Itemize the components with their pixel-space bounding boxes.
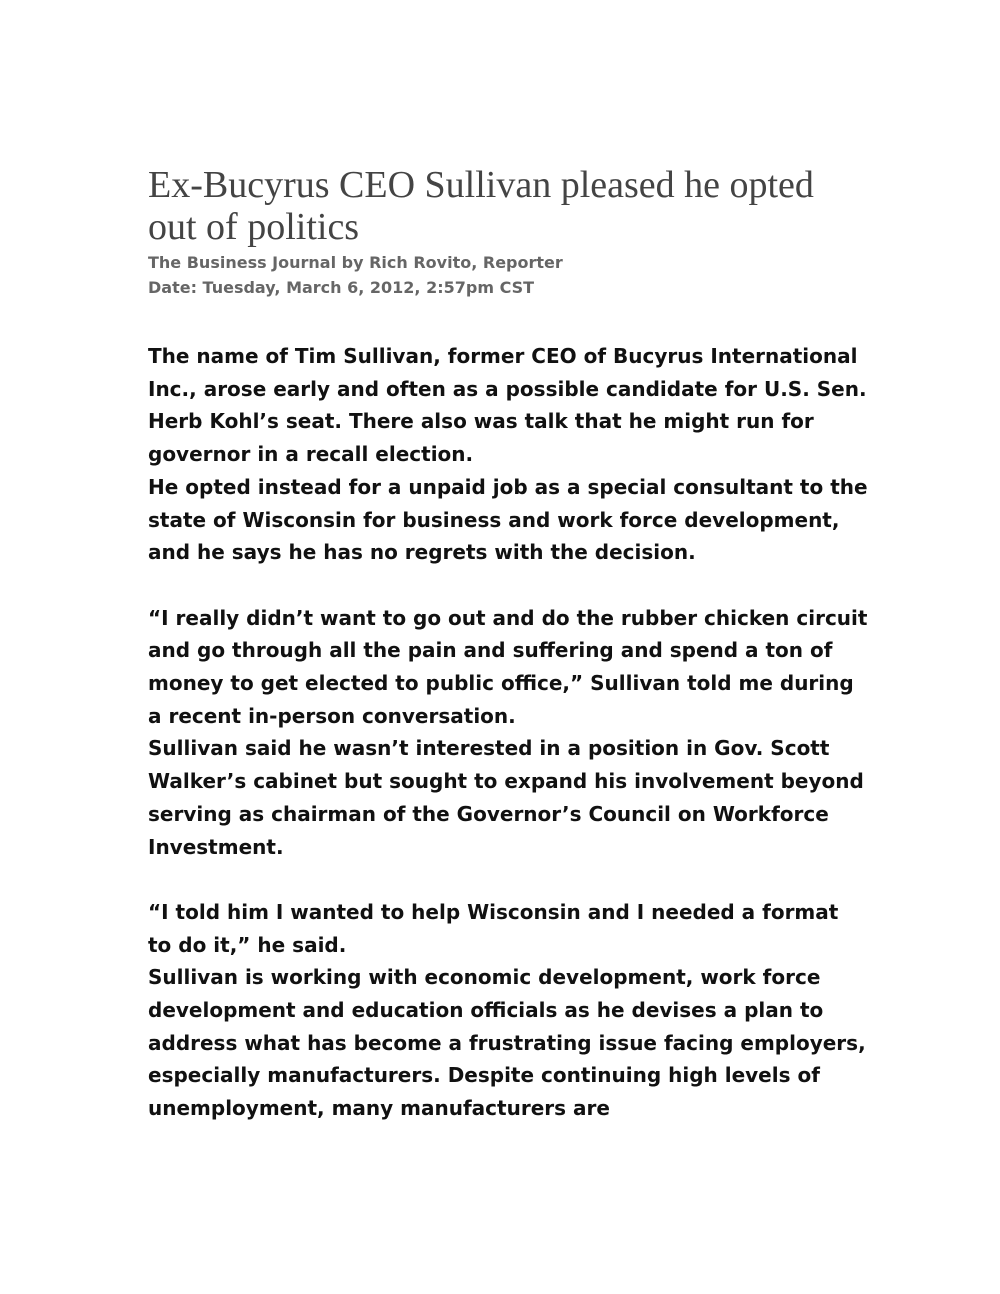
body-paragraph: Sullivan is working with economic development, work force development and education officials as he devises a plan to address what has become a frustrating issue facing employers, especially manufacturers. Despite continuing high levels of unemployment, many manufacturers are (148, 965, 866, 1121)
article (148, 164, 868, 1125)
paragraph-spacer (148, 863, 868, 896)
paragraph-spacer (148, 569, 868, 602)
article-body (148, 340, 868, 1125)
body-paragraph: “I told him I wanted to help Wisconsin and I needed a format to do it,” he said. (148, 899, 839, 957)
article-date: Date: Tuesday, March 6, 2012, 2:57pm CST (148, 278, 535, 297)
body-paragraph: The name of Tim Sullivan, former CEO of Bucyrus International Inc., arose early and often as a possible candidate for U.S. Sen. Herb Kohl’s seat. There also was talk that he might run for governor in a recall election. (148, 344, 867, 467)
body-paragraph: He opted instead for a unpaid job as a special consultant to the state of Wisconsin for business and work force development, and he says he has no regrets with the decision. (148, 474, 868, 565)
body-paragraph: Sullivan said he wasn’t interested in a position in Gov. Scott Walker’s cabinet but sought to expand his involvement beyond serving as chairman of the Governor’s Council on Workforce Investment. (148, 736, 864, 859)
article-headline: Ex-Bucyrus CEO Sullivan pleased he opted out of politics (148, 164, 814, 248)
article-byline: The Business Journal by Rich Rovito, Reporter (148, 253, 563, 272)
body-paragraph: “I really didn’t want to go out and do the rubber chicken circuit and go through all the pain and suffering and spend a ton of money to get elected to public office,” Sullivan told me during a recent in-person conversation. (148, 605, 868, 728)
